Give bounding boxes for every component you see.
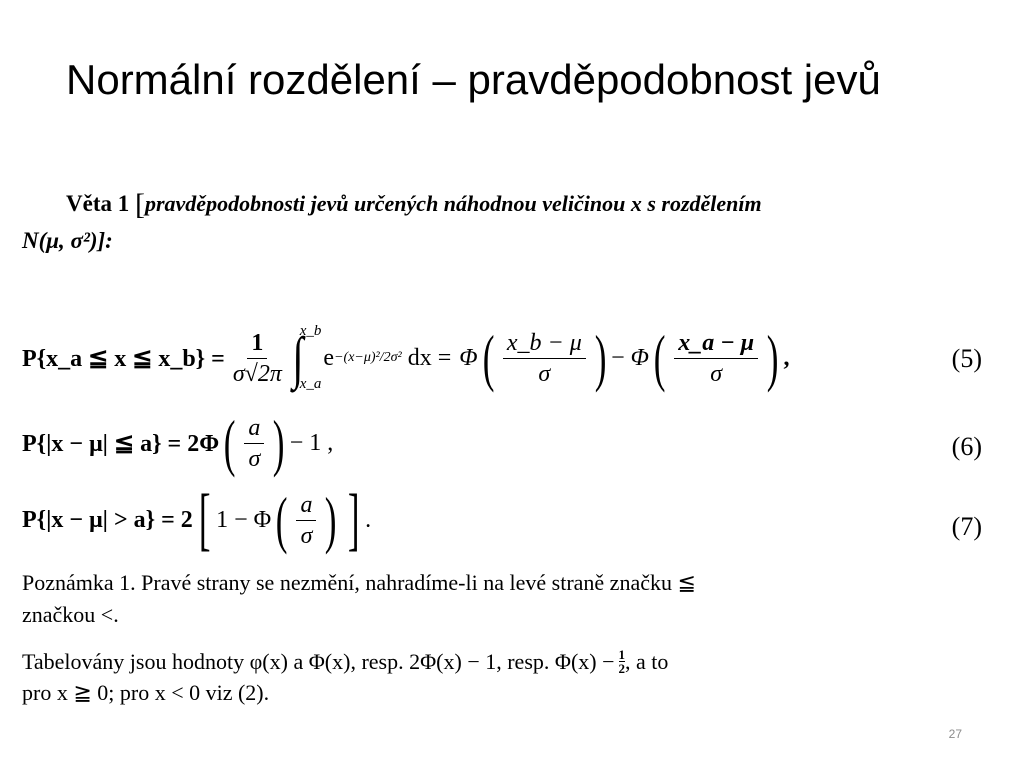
eq7-frac-den: σ [300, 522, 313, 549]
eq5-coef-num: 1 [247, 328, 267, 359]
eq5-integrand: e [323, 344, 335, 371]
theorem-text: pravděpodobnosti jevů určených náhodnou veličinou x s rozdělením [144, 191, 762, 216]
eq7-inner: 1 − Φ [216, 506, 272, 533]
eq6-frac-num: a [244, 413, 264, 444]
theorem-line2 [22, 228, 113, 254]
theorem-label: Věta 1 [66, 191, 130, 216]
eq5-frac1 [503, 328, 586, 389]
paren-close: ) [766, 322, 779, 393]
equation-number-6: (6) [951, 432, 982, 461]
theorem-open-bracket: [ [134, 188, 145, 221]
paren-close: ) [325, 484, 338, 555]
eq5-frac1-num: x_b − μ [503, 328, 586, 359]
bracket-open: [ [198, 481, 211, 558]
note-line-1: Poznámka 1. Pravé strany se nezmění, nahradíme-li na levé straně značku ≦ [22, 570, 696, 595]
eq5-phi1: Φ [459, 344, 478, 371]
equation-5 [22, 315, 789, 401]
eq5-lhs: P{x_a ≦ x ≦ x_b} = [22, 345, 225, 372]
page-number: 27 [948, 727, 962, 741]
eq5-phi2: Φ [630, 344, 649, 371]
eq5-frac1-den: σ [538, 360, 551, 387]
eq5-coef-den: σ√2π [232, 360, 282, 387]
note-line-3-text: Tabelovány jsou hodnoty φ(x) a Φ(x), resp. 2Φ(x) − 1, resp. Φ(x) − [22, 648, 615, 674]
note-line-3-tail: , a to [625, 648, 669, 674]
eq6-rhs: − 1 , [289, 429, 334, 456]
equation-number-5: (5) [951, 344, 982, 373]
eq5-minus: − [611, 344, 625, 371]
note-line-2: značkou <. [22, 602, 119, 627]
eq5-coefficient [229, 328, 286, 389]
eq7-lhs: P{|x − μ| > a} = 2 [22, 506, 193, 533]
equation-number-7: (7) [951, 512, 982, 541]
eq5-frac2-num: x_a − μ [674, 328, 758, 359]
eq5-frac2-den: σ [710, 360, 723, 387]
eq5-exponent: −(x−μ)²/2σ² [334, 350, 402, 365]
eq7-tail: . [365, 506, 372, 533]
eq7-frac [296, 490, 316, 551]
eq5-dx: dx = [407, 344, 452, 371]
paren-close: ) [594, 322, 607, 393]
note-line-4: pro x ≧ 0; pro x < 0 viz (2). [22, 680, 270, 705]
eq6-lhs: P{|x − μ| ≦ a} = 2Φ [22, 430, 220, 457]
note-half-num: 1 [618, 647, 626, 662]
paren-open: ( [223, 407, 236, 478]
equation-6 [22, 405, 333, 481]
paren-close: ) [273, 407, 285, 478]
bracket-close: ] [347, 481, 360, 558]
integral-sign: ∫ [292, 325, 304, 390]
eq5-tail: , [783, 344, 790, 371]
paren-open: ( [653, 322, 666, 393]
eq5-frac2 [674, 328, 758, 389]
note-half-den: 2 [618, 661, 626, 676]
eq7-frac-num: a [296, 490, 316, 521]
slide-title: Normální rozdělení – pravděpodobnost jevů [66, 56, 881, 103]
eq5-lower-limit: x_a [299, 376, 322, 392]
theorem-distribution: N(μ, σ²)]: [22, 228, 113, 253]
paren-open: ( [482, 322, 495, 393]
eq5-upper-limit: x_b [299, 323, 322, 339]
eq6-frac [244, 413, 264, 474]
paren-open: ( [275, 484, 288, 555]
note-line-3 [22, 648, 668, 675]
equation-7 [22, 480, 371, 560]
eq6-frac-den: σ [248, 445, 261, 472]
theorem-heading [66, 188, 762, 222]
